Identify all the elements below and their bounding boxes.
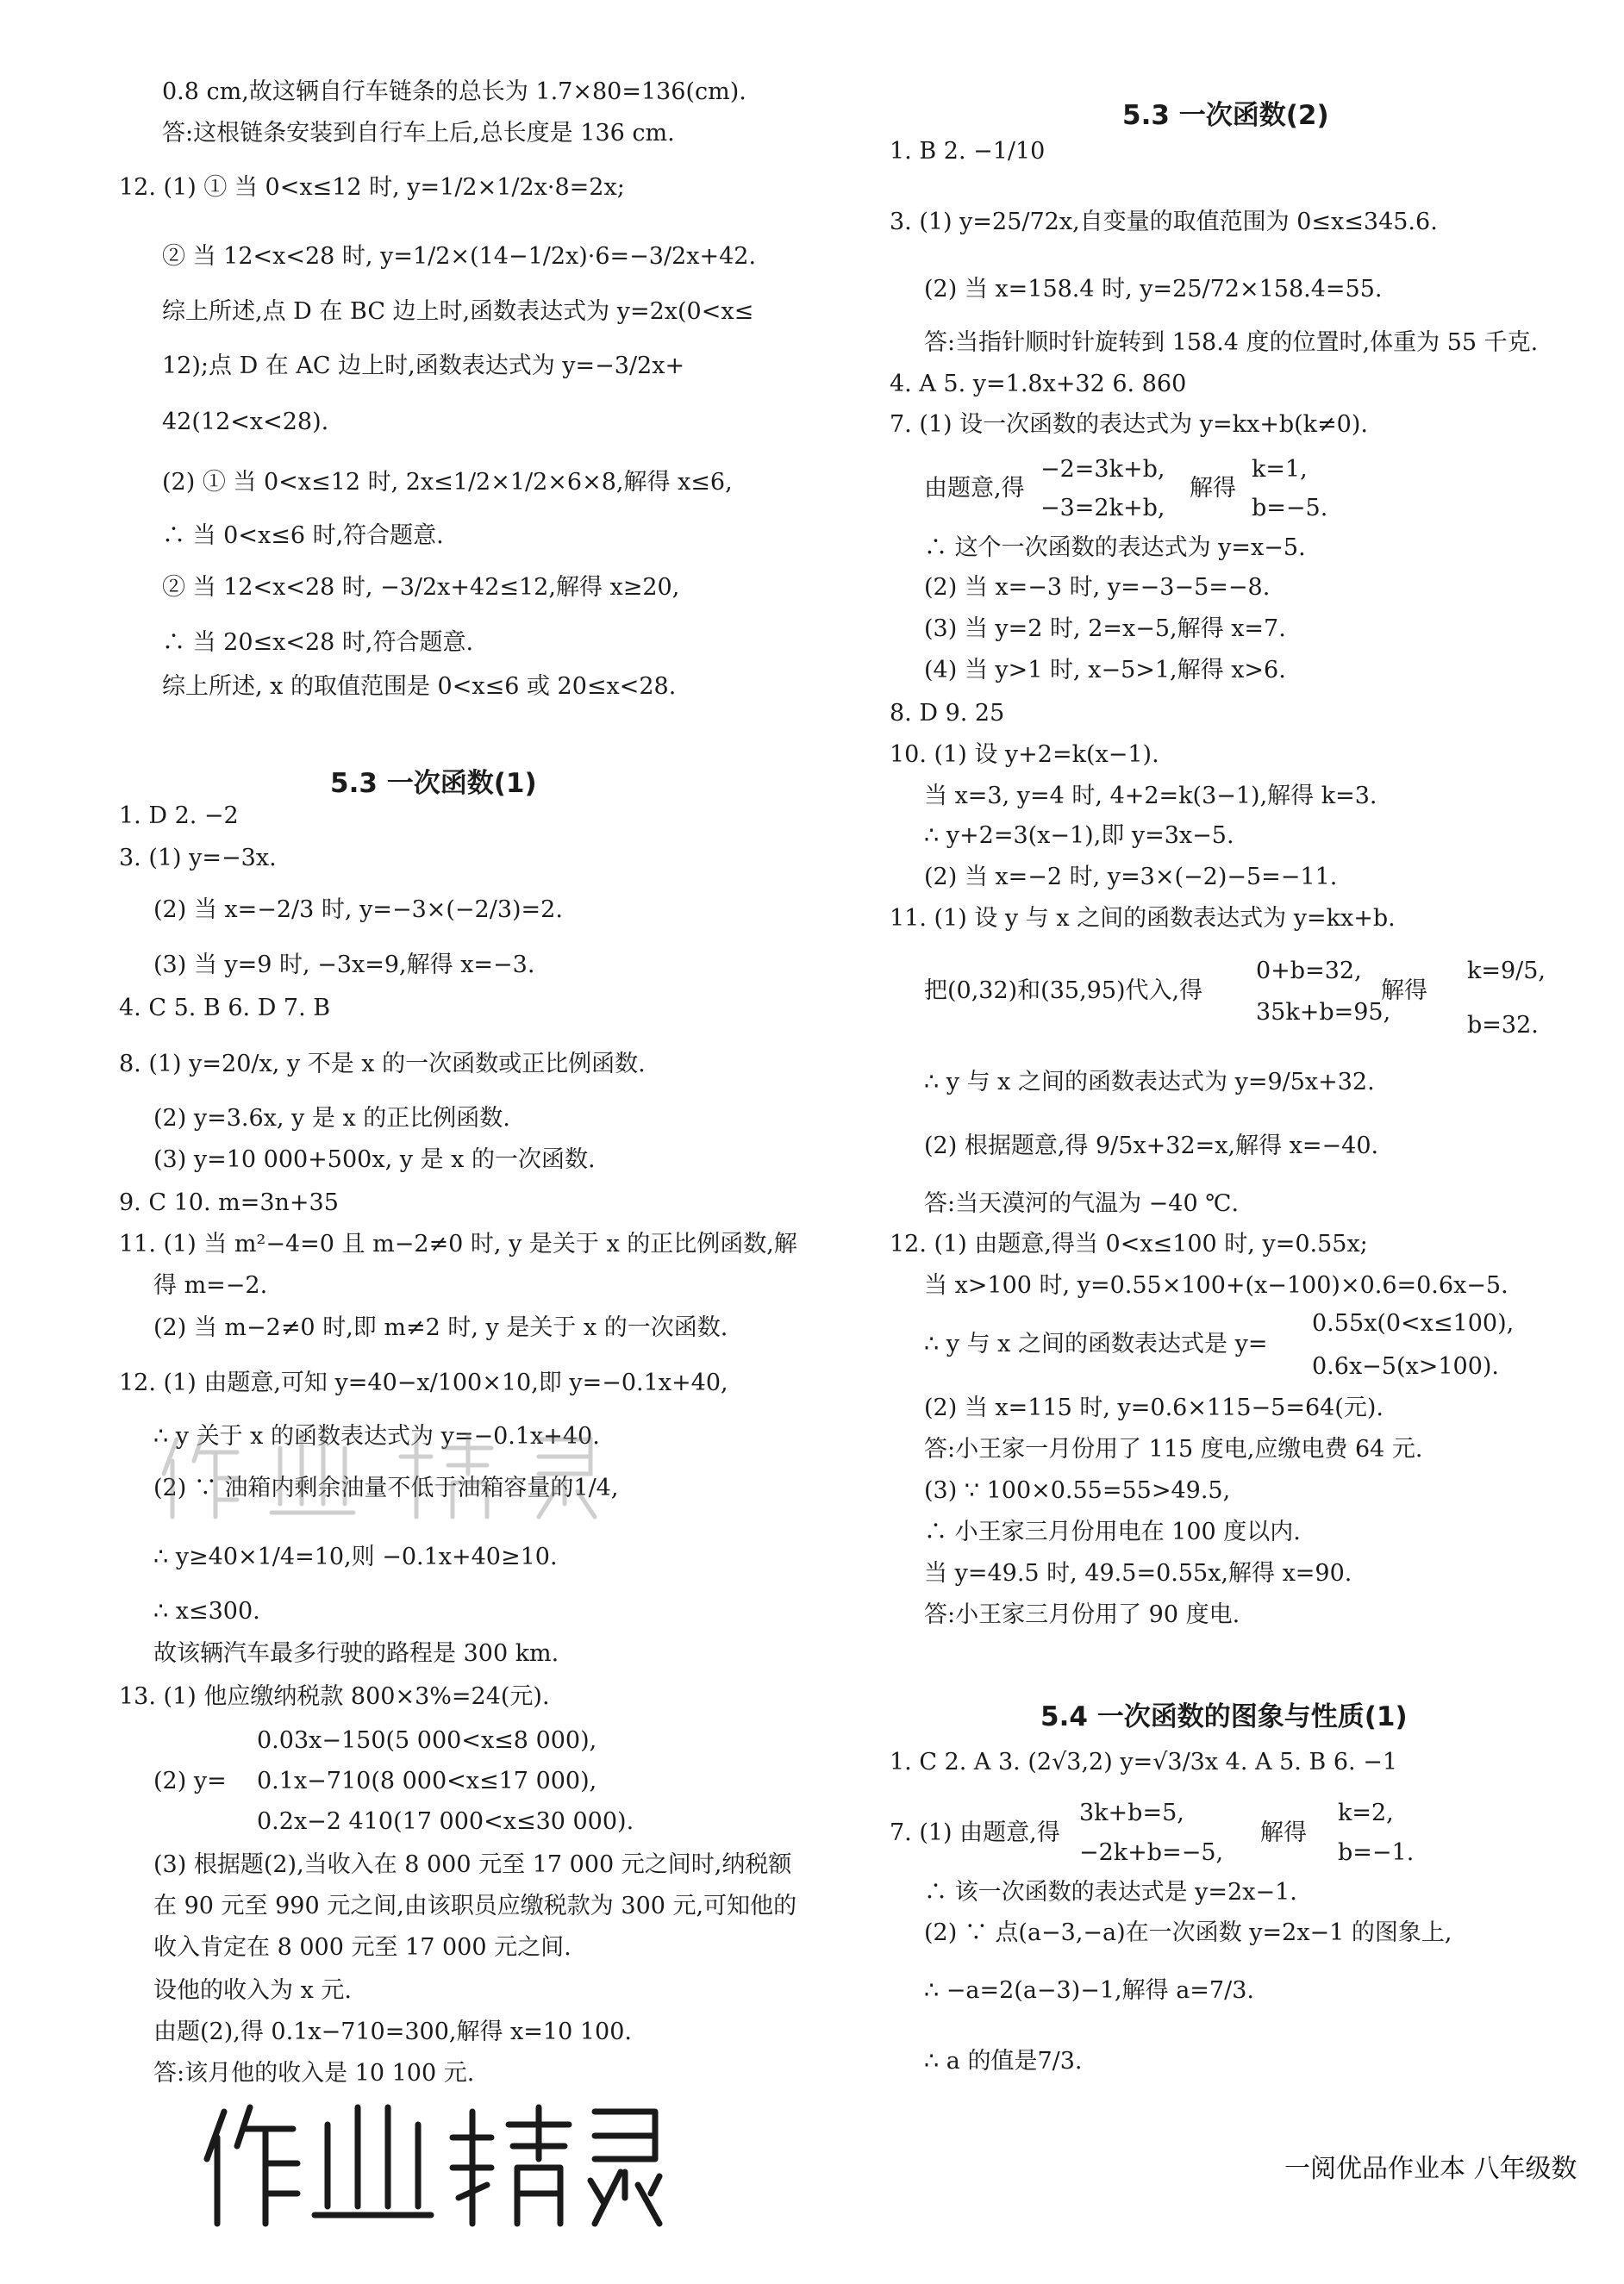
answer-line: ∴ 当 20≤x<28 时,符合题意. xyxy=(162,629,474,656)
answer-line: ∴ y≥40×1/4=10,则 −0.1x+40≥10. xyxy=(153,1544,558,1570)
answer-line: ∴ 该一次函数的表达式是 y=2x−1. xyxy=(924,1879,1297,1906)
answer-line: 由题(2),得 0.1x−710=300,解得 x=10 100. xyxy=(153,2019,632,2045)
answer-line: b=32. xyxy=(1467,1012,1539,1039)
answer-line: ∴ y 与 x 之间的函数表达式是 y= xyxy=(924,1331,1268,1357)
answer-line: 13. (1) 他应缴纳税款 800×3%=24(元). xyxy=(119,1683,550,1710)
answer-line: 3. (1) y=−3x. xyxy=(119,845,277,871)
answer-line: ② 当 12<x<28 时, −3/2x+42≤12,解得 x≥20, xyxy=(162,574,680,601)
answer-line: 当 y=49.5 时, 49.5=0.55x,解得 x=90. xyxy=(924,1560,1352,1587)
section-heading: 5.3 一次函数(2) xyxy=(1122,100,1329,131)
page-footer: 一阅优品作业本 八年级数 xyxy=(1284,2154,1577,2184)
answer-line: 4. C 5. B 6. D 7. B xyxy=(119,995,331,1021)
answer-line: 综上所述,点 D 在 BC 边上时,函数表达式为 y=2x(0<x≤ xyxy=(162,298,754,325)
answer-line: (3) y=10 000+500x, y 是 x 的一次函数. xyxy=(153,1146,596,1173)
answer-line: 12. (1) ① 当 0<x≤12 时, y=1/2×1/2x·8=2x; xyxy=(119,174,625,201)
answer-line: 1. C 2. A 3. (2√3,2) y=√3/3x 4. A 5. B 6. −1 xyxy=(890,1749,1398,1775)
answer-line: ∴ 小王家三月份用电在 100 度以内. xyxy=(924,1519,1301,1545)
answer-line: 0.55x(0<x≤100), xyxy=(1312,1310,1515,1337)
answer-line: −2=3k+b, xyxy=(1040,456,1165,483)
answer-line: ∴ y 关于 x 的函数表达式为 y=−0.1x+40. xyxy=(153,1423,600,1450)
answer-line: 0.03x−150(5 000<x≤8 000), xyxy=(257,1727,597,1754)
answer-line: 12. (1) 由题意,可知 y=40−x/100×10,即 y=−0.1x+40, xyxy=(119,1370,728,1396)
answer-line: 答:该月他的收入是 10 100 元. xyxy=(153,2060,475,2087)
answer-line: 9. C 10. m=3n+35 xyxy=(119,1189,339,1216)
answer-line: 0.8 cm,故这辆自行车链条的总长为 1.7×80=136(cm). xyxy=(162,78,746,105)
answer-line: k=1, xyxy=(1252,456,1308,483)
answer-line: (2) y=3.6x, y 是 x 的正比例函数. xyxy=(153,1105,510,1132)
answer-line: 收入肯定在 8 000 元至 17 000 元之间. xyxy=(153,1934,572,1961)
answer-line: 0.2x−2 410(17 000<x≤30 000). xyxy=(257,1808,634,1835)
section-heading: 5.4 一次函数的图象与性质(1) xyxy=(1040,1701,1408,1732)
answer-line: (2) 当 x=158.4 时, y=25/72×158.4=55. xyxy=(924,276,1383,303)
answer-line: (2) 当 x=115 时, y=0.6×115−5=64(元). xyxy=(924,1395,1384,1421)
answer-line: 35k+b=95, xyxy=(1256,999,1391,1026)
answer-line: ② 当 12<x<28 时, y=1/2×(14−1/2x)·6=−3/2x+42. xyxy=(162,243,757,270)
answer-line: 把(0,32)和(35,95)代入,得 xyxy=(924,977,1203,1004)
answer-line: 得 m=−2. xyxy=(153,1272,268,1299)
answer-line: 故该辆汽车最多行驶的路程是 300 km. xyxy=(153,1640,559,1667)
answer-line: −2k+b=−5, xyxy=(1079,1839,1224,1866)
answer-line: 综上所述, x 的取值范围是 0<x≤6 或 20≤x<28. xyxy=(162,673,677,700)
answer-line: (3) 当 y=2 时, 2=x−5,解得 x=7. xyxy=(924,615,1286,642)
answer-line: k=2, xyxy=(1338,1800,1394,1826)
answer-line: ∴ −a=2(a−3)−1,解得 a=7/3. xyxy=(924,1977,1254,2004)
answer-line: (3) 当 y=9 时, −3x=9,解得 x=−3. xyxy=(153,952,535,978)
answer-line: (4) 当 y>1 时, x−5>1,解得 x>6. xyxy=(924,657,1286,683)
answer-line: 11. (1) 设 y 与 x 之间的函数表达式为 y=kx+b. xyxy=(890,905,1396,932)
answer-line: 当 x=3, y=4 时, 4+2=k(3−1),解得 k=3. xyxy=(924,783,1377,809)
answer-line: 0+b=32, xyxy=(1256,958,1362,984)
answer-line: (2) ∵ 油箱内剩余油量不低于油箱容量的1/4, xyxy=(153,1475,619,1501)
answer-line: 42(12<x<28). xyxy=(162,409,329,435)
answer-line: b=−1. xyxy=(1338,1839,1415,1866)
answer-line: 由题意,得 xyxy=(924,475,1025,502)
answer-line: (2) 当 x=−2/3 时, y=−3×(−2/3)=2. xyxy=(153,896,563,923)
answer-line: (2) 当 m−2≠0 时,即 m≠2 时, y 是关于 x 的一次函数. xyxy=(153,1314,728,1341)
answer-line: 当 x>100 时, y=0.55×100+(x−100)×0.6=0.6x−5. xyxy=(924,1272,1508,1299)
answer-line: (2) ∵ 点(a−3,−a)在一次函数 y=2x−1 的图象上, xyxy=(924,1919,1452,1946)
section-heading: 5.3 一次函数(1) xyxy=(330,768,537,799)
answer-line: 解得 xyxy=(1260,1819,1307,1846)
answer-line: 设他的收入为 x 元. xyxy=(153,1977,352,2004)
answer-line: ∴ 当 0<x≤6 时,符合题意. xyxy=(162,522,444,549)
answer-line: 1. D 2. −2 xyxy=(119,802,239,829)
answer-line: 7. (1) 设一次函数的表达式为 y=kx+b(k≠0). xyxy=(890,411,1368,438)
answer-line: 解得 xyxy=(1190,475,1236,502)
answer-line: 答:小王家三月份用了 90 度电. xyxy=(924,1601,1240,1628)
answer-line: 答:当天漠河的气温为 −40 ℃. xyxy=(924,1190,1240,1217)
answer-line: 0.6x−5(x>100). xyxy=(1312,1353,1500,1380)
answer-line: ∴ a 的值是7/3. xyxy=(924,2048,1083,2075)
answer-line: 答:当指针顺时针旋转到 158.4 度的位置时,体重为 55 千克. xyxy=(924,329,1539,356)
answer-line: 12. (1) 由题意,得当 0<x≤100 时, y=0.55x; xyxy=(890,1231,1368,1257)
answer-line: 4. A 5. y=1.8x+32 6. 860 xyxy=(890,371,1187,397)
answer-line: (2) 当 x=−2 时, y=3×(−2)−5=−11. xyxy=(924,864,1338,890)
watermark-stamp xyxy=(190,2077,672,2241)
answer-line: 解得 xyxy=(1381,977,1427,1004)
answer-line: 答:这根链条安装到自行车上后,总长度是 136 cm. xyxy=(162,120,675,147)
answer-line: (2) 当 x=−3 时, y=−3−5=−8. xyxy=(924,574,1271,601)
answer-line: 7. (1) 由题意,得 xyxy=(890,1819,1060,1846)
answer-line: 3k+b=5, xyxy=(1079,1800,1184,1826)
answer-line: (2) 根据题意,得 9/5x+32=x,解得 x=−40. xyxy=(924,1133,1379,1159)
answer-line: ∴ y+2=3(x−1),即 y=3x−5. xyxy=(924,822,1234,849)
answer-line: b=−5. xyxy=(1252,495,1328,521)
answer-line: ∴ x≤300. xyxy=(153,1598,260,1625)
answer-line: (3) 根据题(2),当收入在 8 000 元至 17 000 元之间时,纳税额 xyxy=(153,1851,792,1878)
answer-line: 0.1x−710(8 000<x≤17 000), xyxy=(257,1768,597,1794)
answer-line: 11. (1) 当 m²−4=0 且 m−2≠0 时, y 是关于 x 的正比例函数,解 xyxy=(119,1231,797,1257)
answer-line: (3) ∵ 100×0.55=55>49.5, xyxy=(924,1477,1231,1504)
answer-line: 8. (1) y=20/x, y 不是 x 的一次函数或正比例函数. xyxy=(119,1051,646,1077)
answer-line: (2) y= xyxy=(153,1768,227,1794)
answer-line: 8. D 9. 25 xyxy=(890,700,1005,727)
answer-line: 1. B 2. −1/10 xyxy=(890,138,1046,165)
answer-line: ∴ y 与 x 之间的函数表达式为 y=9/5x+32. xyxy=(924,1069,1375,1095)
answer-line: −3=2k+b, xyxy=(1040,495,1165,521)
answer-line: 3. (1) y=25/72x,自变量的取值范围为 0≤x≤345.6. xyxy=(890,209,1438,235)
faint-watermark xyxy=(151,1422,711,1526)
answer-line: 12);点 D 在 AC 边上时,函数表达式为 y=−3/2x+ xyxy=(162,353,685,379)
answer-line: (2) ① 当 0<x≤12 时, 2x≤1/2×1/2×6×8,解得 x≤6, xyxy=(162,469,733,496)
answer-line: k=9/5, xyxy=(1467,958,1546,984)
answer-line: 10. (1) 设 y+2=k(x−1). xyxy=(890,741,1159,768)
answer-line: 在 90 元至 990 元之间,由该职员应缴税款为 300 元,可知他的 xyxy=(153,1893,797,1919)
answer-line: ∴ 这个一次函数的表达式为 y=x−5. xyxy=(924,534,1306,561)
answer-line: 答:小王家一月份用了 115 度电,应缴电费 64 元. xyxy=(924,1436,1423,1463)
